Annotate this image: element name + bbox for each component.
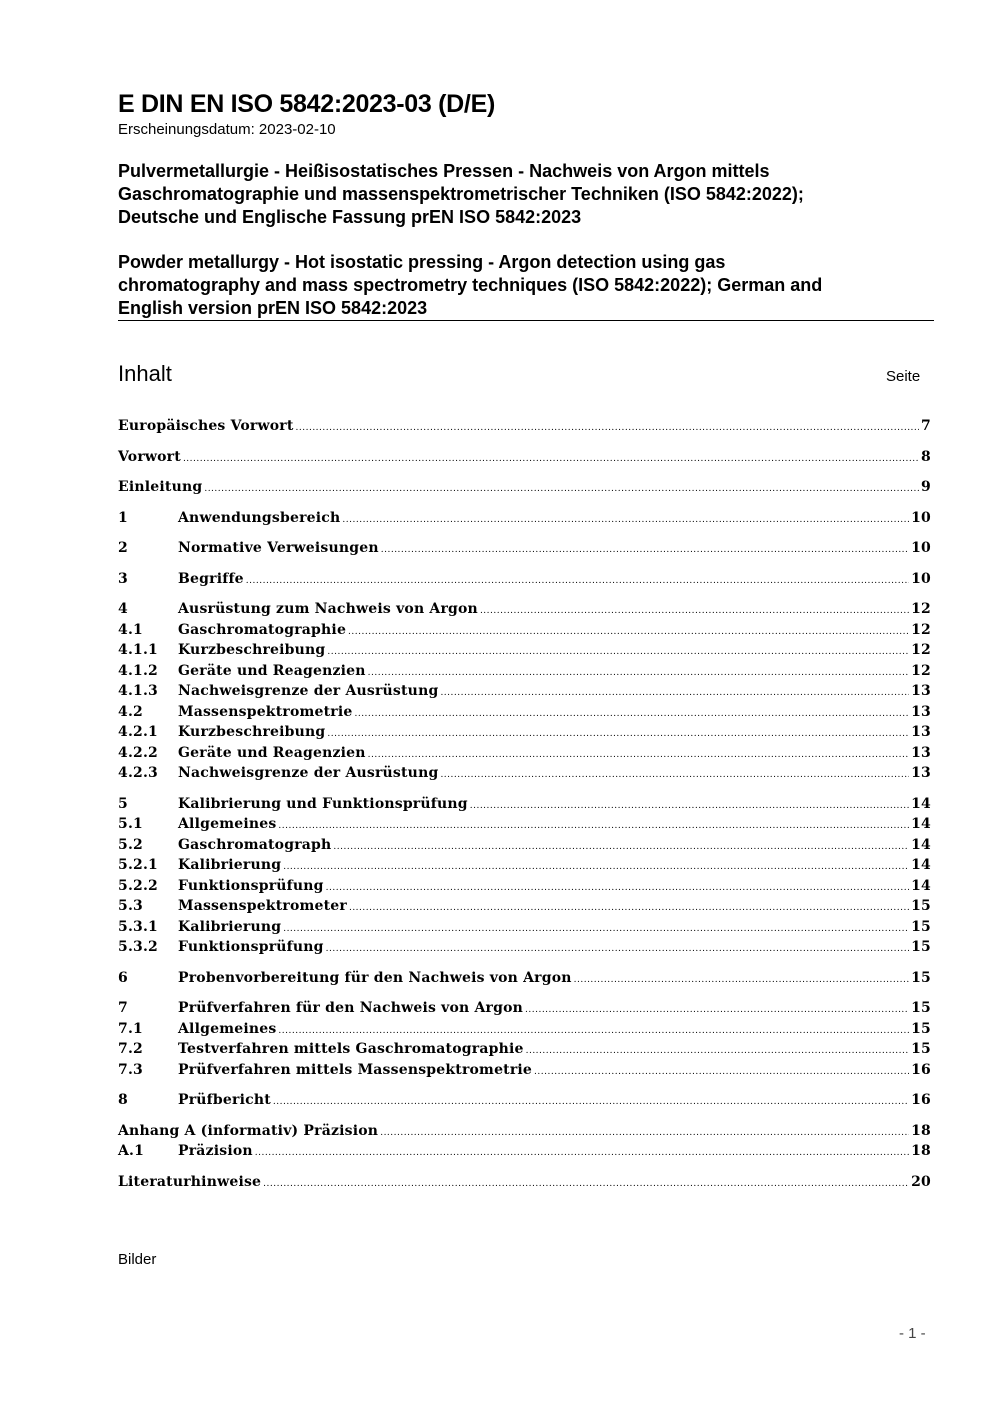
toc-entry-number: 3 (118, 570, 128, 587)
toc-entry-title: Vorwort (118, 448, 181, 465)
toc-entry-title: Literaturhinweise (118, 1173, 262, 1190)
toc-entry-title: Ausrüstung zum Nachweis von Argon (178, 601, 478, 617)
toc-dot-leader (534, 1067, 909, 1077)
toc-entry[interactable] (118, 540, 931, 561)
toc-entry-number: 4.2.1 (118, 724, 158, 740)
toc-entry-title: Nachweisgrenze der Ausrüstung (178, 765, 439, 781)
toc-dot-leader (354, 709, 909, 719)
toc-entry[interactable] (118, 479, 931, 500)
toc-dot-leader (278, 821, 909, 831)
toc-dot-leader (348, 627, 909, 637)
toc-dot-leader (263, 1179, 909, 1189)
toc-entry[interactable] (118, 1092, 931, 1113)
toc-entry-page: 12 (911, 621, 931, 638)
toc-entry-title: Gaschromatograph (178, 836, 332, 853)
toc-entry-page: 13 (911, 703, 931, 720)
toc-entry[interactable] (118, 642, 931, 663)
document-title: E DIN EN ISO 5842:2023-03 (D/E) (118, 90, 495, 118)
toc-entry-title: Europäisches Vorwort (118, 418, 294, 434)
toc-entry[interactable] (118, 1041, 931, 1062)
toc-entry-page: 14 (911, 836, 931, 853)
toc-entry-page: 16 (911, 1092, 931, 1108)
toc-dot-leader (525, 1005, 909, 1015)
toc-dot-leader (255, 1148, 909, 1158)
toc-entry[interactable] (118, 418, 931, 439)
toc-dot-leader (283, 924, 909, 934)
toc-entry-number: 4.1.2 (118, 662, 158, 679)
toc-entry[interactable] (118, 724, 931, 745)
toc-dot-leader (326, 944, 909, 954)
toc-entry-page: 10 (911, 509, 931, 526)
figures-heading: Bilder (118, 1251, 157, 1268)
toc-dot-leader (440, 688, 909, 698)
toc-entry-number: 5.3.1 (118, 918, 158, 935)
toc-entry[interactable] (118, 449, 931, 470)
toc-entry-page: 15 (911, 969, 931, 986)
toc-entry-page: 14 (911, 816, 931, 832)
toc-entry-number: 4.2 (118, 703, 143, 720)
toc-entry-page: 14 (911, 877, 931, 894)
toc-entry-page: 10 (911, 570, 931, 587)
toc-entry-page: 20 (911, 1173, 931, 1190)
toc-entry-number: 4.2.3 (118, 765, 158, 781)
toc-entry-page: 13 (911, 744, 931, 761)
toc-entry-title: Testverfahren mittels Gaschromatographie (178, 1041, 524, 1057)
german-title-line: Gaschromatographie und massenspektrometrischer Techniken (ISO 5842:2022); (118, 184, 804, 204)
toc-entry-page: 15 (911, 939, 931, 955)
toc-entry-title: Prüfverfahren mittels Massenspektrometrie (178, 1061, 533, 1078)
toc-entry-number: 4.2.2 (118, 744, 158, 761)
toc-dot-leader (246, 576, 909, 586)
toc-entry[interactable] (118, 857, 931, 878)
toc-entry[interactable] (118, 745, 931, 766)
toc-entry-page: 12 (911, 662, 931, 679)
toc-entry-number: 5.2.2 (118, 877, 158, 894)
toc-entry[interactable] (118, 601, 931, 622)
title-divider (118, 320, 934, 321)
toc-entry-page: 16 (911, 1061, 931, 1078)
toc-entry-title: Allgemeines (178, 1020, 277, 1037)
toc-entry-number: 5.2 (118, 836, 143, 853)
toc-entry-number: 5.1 (118, 816, 143, 832)
toc-entry-page: 7 (921, 418, 931, 434)
toc-entry[interactable] (118, 837, 931, 858)
toc-dot-leader (183, 454, 919, 464)
toc-entry-number: 7.2 (118, 1041, 143, 1057)
toc-entry[interactable] (118, 683, 931, 704)
toc-entry[interactable] (118, 898, 931, 919)
toc-entry-number: 4.1.3 (118, 683, 158, 699)
toc-entry-title: Allgemeines (178, 816, 277, 832)
toc-entry-number: 4.1.1 (118, 642, 158, 658)
toc-entry-page: 15 (911, 898, 931, 914)
toc-entry-title: Kalibrierung und Funktionsprüfung (178, 795, 468, 812)
publication-date: Erscheinungsdatum: 2023-02-10 (118, 121, 336, 138)
toc-entry[interactable] (118, 1000, 931, 1021)
toc-dot-leader (380, 1128, 909, 1138)
toc-dot-leader (326, 883, 909, 893)
toc-entry-page: 15 (911, 1020, 931, 1037)
toc-dot-leader (333, 842, 909, 852)
toc-dot-leader (204, 484, 919, 494)
toc-entry-title: Kurzbeschreibung (178, 642, 326, 658)
toc-entry-page: 14 (911, 795, 931, 812)
toc-entry[interactable] (118, 1062, 931, 1083)
toc-entry-title: Präzision (178, 1143, 253, 1159)
toc-entry[interactable] (118, 622, 931, 643)
toc-entry[interactable] (118, 571, 931, 592)
toc-entry-number: 7 (118, 1000, 128, 1016)
page-number: - 1 - (899, 1325, 926, 1342)
toc-entry-page: 15 (911, 1000, 931, 1016)
toc-entry[interactable] (118, 1021, 931, 1042)
toc-entry-title: Begriffe (178, 570, 244, 587)
toc-dot-leader (296, 423, 920, 433)
toc-page-label: Seite (886, 368, 921, 385)
toc-entry-page: 12 (911, 642, 931, 658)
german-title-line: Deutsche und Englische Fassung prEN ISO 5842:2023 (118, 207, 582, 227)
toc-entry-page: 12 (911, 601, 931, 617)
toc-dot-leader (273, 1097, 909, 1107)
toc-dot-leader (381, 545, 909, 555)
toc-entry[interactable] (118, 510, 931, 531)
toc-entry-number: 7.1 (118, 1020, 143, 1037)
toc-entry[interactable] (118, 878, 931, 899)
toc-dot-leader (278, 1026, 909, 1036)
toc-entry[interactable] (118, 704, 931, 725)
toc-entry-number: 4 (118, 601, 128, 617)
toc-entry-title: Geräte und Reagenzien (178, 744, 366, 761)
toc-entry[interactable] (118, 970, 931, 991)
toc-entry-page: 15 (911, 1041, 931, 1057)
toc-entry-page: 13 (911, 683, 931, 699)
toc-entry-title: Einleitung (118, 479, 203, 495)
toc-entry-page: 10 (911, 540, 931, 556)
toc-dot-leader (327, 729, 909, 739)
toc-entry-title: Anhang A (informativ) Präzision (118, 1122, 379, 1139)
toc-entry-number: 4.1 (118, 621, 143, 638)
english-title-line: English version prEN ISO 5842:2023 (118, 298, 428, 318)
english-title-line: Powder metallurgy - Hot isostatic pressing - Argon detection using gas (118, 252, 726, 272)
toc-entry-number: 1 (118, 509, 128, 526)
toc-entry-page: 18 (911, 1143, 931, 1159)
toc-entry-number: 6 (118, 969, 128, 986)
german-title (118, 160, 918, 229)
toc-dot-leader (349, 903, 909, 913)
toc-entry-title: Geräte und Reagenzien (178, 662, 366, 679)
toc-entry-title: Normative Verweisungen (178, 540, 379, 556)
toc-entry-page: 13 (911, 724, 931, 740)
english-title (118, 251, 918, 320)
toc-entry-title: Kurzbeschreibung (178, 724, 326, 740)
toc-entry-title: Massenspektrometer (178, 898, 347, 914)
toc-entry-title: Probenvorbereitung für den Nachweis von Argon (178, 969, 572, 986)
toc-dot-leader (368, 668, 909, 678)
toc-dot-leader (368, 750, 909, 760)
toc-dot-leader (342, 515, 909, 525)
toc-entry-title: Prüfbericht (178, 1092, 271, 1108)
toc-dot-leader (327, 647, 909, 657)
toc-entry[interactable] (118, 1174, 931, 1195)
toc-dot-leader (440, 770, 909, 780)
toc-entry[interactable] (118, 765, 931, 786)
toc-entry[interactable] (118, 1123, 931, 1144)
toc-entry[interactable] (118, 796, 931, 817)
toc-entry[interactable] (118, 939, 931, 960)
toc-entry[interactable] (118, 919, 931, 940)
toc-entry[interactable] (118, 663, 931, 684)
toc-entry-title: Prüfverfahren für den Nachweis von Argon (178, 1000, 524, 1016)
toc-entry-title: Massenspektrometrie (178, 703, 353, 720)
toc-dot-leader (574, 975, 909, 985)
toc-entry-title: Kalibrierung (178, 918, 282, 935)
toc-entry-title: Gaschromatographie (178, 621, 347, 638)
toc-entry-page: 18 (911, 1122, 931, 1139)
toc-entry-title: Funktionsprüfung (178, 939, 324, 955)
toc-entry-page: 14 (911, 857, 931, 873)
toc-entry-number: 5 (118, 795, 128, 812)
toc-entry-title: Nachweisgrenze der Ausrüstung (178, 683, 439, 699)
toc-entry-title: Funktionsprüfung (178, 877, 324, 894)
toc-entry-number: A.1 (118, 1143, 145, 1159)
toc-dot-leader (480, 606, 909, 616)
toc-entry-number: 8 (118, 1092, 128, 1108)
toc-entry-page: 15 (911, 918, 931, 935)
toc-entry-number: 5.2.1 (118, 857, 158, 873)
toc-entry[interactable] (118, 816, 931, 837)
toc-entry-number: 2 (118, 540, 128, 556)
toc-dot-leader (283, 862, 909, 872)
table-of-contents (118, 418, 931, 1194)
toc-entry-number: 5.3 (118, 898, 143, 914)
toc-entry-number: 7.3 (118, 1061, 143, 1078)
toc-entry-number: 5.3.2 (118, 939, 158, 955)
toc-entry-page: 13 (911, 765, 931, 781)
toc-entry-page: 8 (921, 448, 931, 465)
toc-heading: Inhalt (118, 361, 172, 386)
toc-entry-title: Anwendungsbereich (178, 509, 341, 526)
toc-entry[interactable] (118, 1143, 931, 1164)
english-title-line: chromatography and mass spectrometry techniques (ISO 5842:2022); German and (118, 275, 823, 295)
toc-entry-page: 9 (921, 479, 931, 495)
toc-dot-leader (526, 1046, 910, 1056)
toc-entry-title: Kalibrierung (178, 857, 282, 873)
german-title-line: Pulvermetallurgie - Heißisostatisches Pressen - Nachweis von Argon mittels (118, 161, 770, 181)
toc-dot-leader (470, 801, 909, 811)
